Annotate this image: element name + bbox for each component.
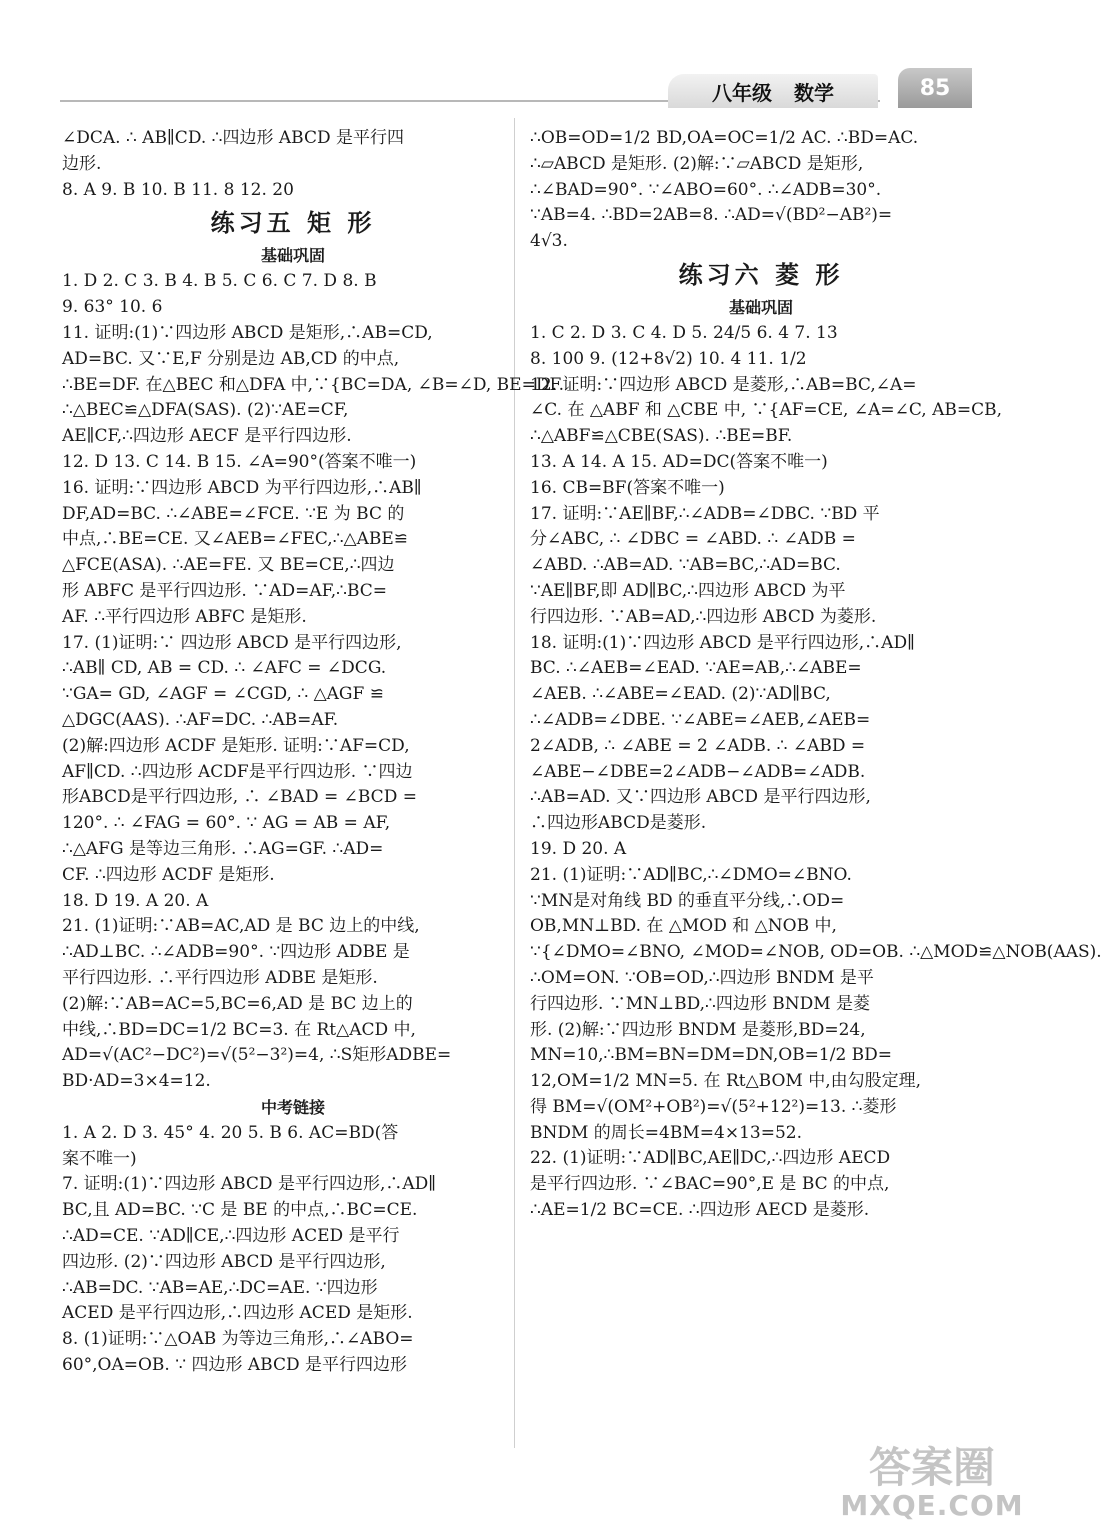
answer-line: ∴AB∥ CD, AB = CD. ∴ ∠AFC = ∠DCG. xyxy=(62,658,387,679)
answer-line: ∴OB=OD=1/2 BD,OA=OC=1/2 AC. ∴BD=AC. xyxy=(530,128,919,148)
answer-line: 17. (1)证明:∵ 四边形 ABCD 是平行四边形, xyxy=(62,632,402,653)
answer-line: ∴AB=AD. 又∵四边形 ABCD 是平行四边形, xyxy=(530,787,871,808)
page-header xyxy=(0,0,1050,108)
answer-line: 1. A 2. D 3. 45° 4. 20 5. B 6. AC=BD(答 xyxy=(62,1122,399,1143)
answer-line: 形. (2)解:∵四边形 BNDM 是菱形,BD=24, xyxy=(530,1019,866,1040)
answer-line: AE∥CF,∴四边形 AECF 是平行四边形. xyxy=(62,426,352,447)
answer-line: DF,AD=BC. ∴∠ABE=∠FCE. ∵E 为 BC 的 xyxy=(62,503,405,524)
answer-line: 案不唯一) xyxy=(62,1148,137,1169)
answer-line: 8. (1)证明:∵△OAB 为等边三角形,∴∠ABO= xyxy=(62,1329,414,1350)
answer-line: 中线,∴BD=DC=1/2 BC=3. 在 Rt△ACD 中, xyxy=(62,1019,416,1040)
answer-line: 11. 证明:(1)∵四边形 ABCD 是矩形,∴AB=CD, xyxy=(62,322,433,343)
answer-line: ∴∠ADB=∠DBE. ∵∠ABE=∠AEB,∠AEB= xyxy=(530,709,871,730)
grade-subject-tab xyxy=(668,74,878,108)
answer-line: 7. 证明:(1)∵四边形 ABCD 是平行四边形,∴AD∥ xyxy=(62,1174,437,1195)
answer-line: 13. A 14. A 15. AD=DC(答案不唯一) xyxy=(530,451,828,472)
answer-line: 21. (1)证明:∵AD∥BC,∴∠DMO=∠BNO. xyxy=(530,864,852,885)
answer-line: BC. ∴∠AEB=∠EAD. ∵AE=AB,∴∠ABE= xyxy=(530,658,862,679)
answer-line: ∠ABE−∠DBE=2∠ADB−∠ADB=∠ADB. xyxy=(530,761,866,782)
answer-line: 是平行四边形. ∵∠BAC=90°,E 是 BC 的中点, xyxy=(530,1174,890,1195)
answer-line: CF. ∴四边形 ACDF 是矩形. xyxy=(62,864,275,885)
subsection-heading: 基础巩固 xyxy=(260,246,325,266)
answer-line: 2∠ADB, ∴ ∠ABE = 2 ∠ADB. ∴ ∠ABD = xyxy=(530,735,866,756)
answer-line: ∴BE=DF. 在△BEC 和△DFA 中,∵{BC=DA, ∠B=∠D, BE=DF. xyxy=(62,374,565,395)
answer-line: ∴△BEC≌△DFA(SAS). (2)∵AE=CF, xyxy=(62,400,349,421)
page-number-tab xyxy=(898,68,972,108)
answer-line: ∴四边形ABCD是菱形. xyxy=(530,813,707,834)
answer-line: ∵{∠DMO=∠BNO, ∠MOD=∠NOB, OD=OB. ∴△MOD≌△NOB(AAS). xyxy=(530,942,1102,963)
answer-line: ∠C. 在 △ABF 和 △CBE 中, ∵{AF=CE, ∠A=∠C, AB=CB, xyxy=(530,400,1002,421)
answer-line: 行四边形. ∵MN⊥BD,∴四边形 BNDM 是菱 xyxy=(530,993,871,1014)
answer-line: 16. CB=BF(答案不唯一) xyxy=(530,477,725,498)
answer-line: △DGC(AAS). ∴AF=DC. ∴AB=AF. xyxy=(62,709,339,730)
answer-line: △FCE(ASA). ∴AE=FE. 又 BE=CE,∴四边 xyxy=(62,555,395,576)
answer-line: 形ABCD是平行四边形, ∴ ∠BAD = ∠BCD = xyxy=(62,787,417,808)
subsection-heading: 基础巩固 xyxy=(728,297,793,317)
answer-line: 8. A 9. B 10. B 11. 8 12. 20 xyxy=(62,179,294,200)
watermark-url: MXQE.COM xyxy=(840,1489,1024,1522)
watermark-brand: 答案圈 xyxy=(868,1443,995,1492)
answer-line: 形 ABFC 是平行四边形. ∵AD=AF,∴BC= xyxy=(62,580,388,601)
answer-line: ∴AB=DC. ∵AB=AE,∴DC=AE. ∵四边形 xyxy=(62,1277,378,1298)
answer-line: (2)解:四边形 ACDF 是矩形. 证明:∵AF=CD, xyxy=(62,735,410,756)
right-column xyxy=(530,126,1102,1224)
answer-line: 平行四边形. ∴平行四边形 ADBE 是矩形. xyxy=(62,967,378,988)
answer-line: 16. 证明:∵四边形 ABCD 为平行四边形,∴AB∥ xyxy=(62,477,422,498)
answer-line: ∵AE∥BF,即 AD∥BC,∴四边形 ABCD 为平 xyxy=(530,580,846,601)
answer-line: 4√3. xyxy=(530,231,568,252)
answer-line: 1. D 2. C 3. B 4. B 5. C 6. C 7. D 8. B xyxy=(62,271,377,292)
section-heading: 练习六 菱 形 xyxy=(678,260,844,289)
answer-line: ∠ABD. ∴AB=AD. ∵AB=BC,∴AD=BC. xyxy=(530,555,841,576)
answer-line: ∵MN是对角线 BD 的垂直平分线,∴OD= xyxy=(530,890,845,911)
section-heading: 练习五 矩 形 xyxy=(210,209,376,238)
answer-line: 60°,OA=OB. ∵ 四边形 ABCD 是平行四边形 xyxy=(62,1355,407,1376)
answer-line: 12. D 13. C 14. B 15. ∠A=90°(答案不唯一) xyxy=(62,451,417,472)
answer-line: 19. D 20. A xyxy=(530,838,627,859)
answer-line: 12,OM=1/2 MN=5. 在 Rt△BOM 中,由勾股定理, xyxy=(530,1071,922,1092)
answer-line: (2)解:∵AB=AC=5,BC=6,AD 是 BC 边上的 xyxy=(62,993,413,1014)
answer-line: AF. ∴平行四边形 ABFC 是矩形. xyxy=(62,606,307,627)
subject-label: 数学 xyxy=(794,80,834,105)
answer-line: 边形. xyxy=(62,153,102,174)
answer-line: 9. 63° 10. 6 xyxy=(62,297,163,318)
answer-line: 得 BM=√(OM²+OB²)=√(5²+12²)=13. ∴菱形 xyxy=(530,1096,897,1117)
answer-line: AD=BC. 又∵E,F 分别是边 AB,CD 的中点, xyxy=(62,348,400,369)
answer-line: 12. 证明:∵四边形 ABCD 是菱形,∴AB=BC,∠A= xyxy=(530,374,917,395)
answer-line: BC,且 AD=BC. ∵C 是 BE 的中点,∴BC=CE. xyxy=(62,1200,418,1221)
answer-line: 21. (1)证明:∵AB=AC,AD 是 BC 边上的中线, xyxy=(62,916,420,937)
answer-line: AF∥CD. ∴四边形 ACDF是平行四边形. ∵四边 xyxy=(62,761,413,782)
answer-line: ∴AE=1/2 BC=CE. ∴四边形 AECD 是菱形. xyxy=(530,1200,870,1221)
answer-line: ACED 是平行四边形,∴四边形 ACED 是矩形. xyxy=(62,1303,413,1324)
answer-line: 18. 证明:(1)∵四边形 ABCD 是平行四边形,∴AD∥ xyxy=(530,632,915,653)
answer-line: AD=√(AC²−DC²)=√(5²−3²)=4, ∴S矩形ADBE= xyxy=(62,1045,452,1066)
answer-line: 120°. ∴ ∠FAG = 60°. ∵ AG = AB = AF, xyxy=(62,813,391,834)
answer-line: 17. 证明:∵AE∥BF,∴∠ADB=∠DBC. ∵BD 平 xyxy=(530,503,880,524)
answer-line: ∴▱ABCD 是矩形. (2)解:∵▱ABCD 是矩形, xyxy=(530,153,864,174)
answer-line: ∴∠BAD=90°. ∵∠ABO=60°. ∴∠ADB=30°. xyxy=(530,179,882,200)
answer-line: 18. D 19. A 20. A xyxy=(62,890,209,911)
answer-line: OB,MN⊥BD. 在 △MOD 和 △NOB 中, xyxy=(530,916,837,937)
answer-line: ∠DCA. ∴ AB∥CD. ∴四边形 ABCD 是平行四 xyxy=(62,128,404,148)
answer-line: 行四边形. ∵AB=AD,∴四边形 ABCD 为菱形. xyxy=(530,606,877,627)
answer-line: BD·AD=3×4=12. xyxy=(62,1071,211,1092)
answer-line: 8. 100 9. (12+8√2) 10. 4 11. 1/2 xyxy=(530,348,807,369)
answer-line: ∵GA= GD, ∠AGF = ∠CGD, ∴ △AGF ≌ xyxy=(62,684,384,705)
answer-line: ∠AEB. ∴∠ABE=∠EAD. (2)∵AD∥BC, xyxy=(530,684,831,705)
page-number: 85 xyxy=(919,75,951,101)
answer-line: ∴△ABF≌△CBE(SAS). ∴BE=BF. xyxy=(530,426,793,447)
answer-line: ∴AD=CE. ∵AD∥CE,∴四边形 ACED 是平行 xyxy=(62,1226,400,1247)
answer-line: 22. (1)证明:∵AD∥BC,AE∥DC,∴四边形 AECD xyxy=(530,1148,891,1169)
answer-line: 中点,∴BE=CE. 又∠AEB=∠FEC,∴△ABE≌ xyxy=(62,529,409,550)
answer-line: 分∠ABC, ∴ ∠DBC = ∠ABD. ∴ ∠ADB = xyxy=(530,529,856,550)
answer-line: BNDM 的周长=4BM=4×13=52. xyxy=(530,1122,802,1143)
answer-line: ∴OM=ON. ∵OB=OD,∴四边形 BNDM 是平 xyxy=(530,967,874,988)
grade-label: 八年级 xyxy=(712,80,772,105)
answer-line: ∴△AFG 是等边三角形. ∴AG=GF. ∴AD= xyxy=(62,838,384,859)
answer-line: 四边形. (2)∵四边形 ABCD 是平行四边形, xyxy=(62,1251,386,1272)
subsection-heading: 中考链接 xyxy=(260,1097,325,1117)
answer-line: MN=10,∴BM=BN=DM=DN,OB=1/2 BD= xyxy=(530,1045,893,1066)
answer-line: ∵AB=4. ∴BD=2AB=8. ∴AD=√(BD²−AB²)= xyxy=(530,205,893,226)
answer-line: ∴AD⊥BC. ∴∠ADB=90°. ∵四边形 ADBE 是 xyxy=(62,942,410,963)
answer-line: 1. C 2. D 3. C 4. D 5. 24/5 6. 4 7. 13 xyxy=(530,322,838,343)
watermark xyxy=(832,1443,1032,1526)
